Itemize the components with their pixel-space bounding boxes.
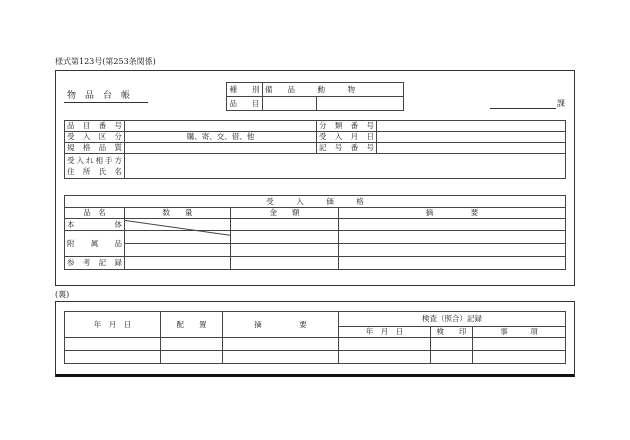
col-inspection-matter: 事 項 [473,327,566,338]
item-no-value [125,121,317,132]
classification-table [226,82,404,111]
placement-record-table [64,311,566,364]
receipt-price-heading: 受 入 価 格 [65,196,566,208]
receipt-type-label: 受入区分 [65,132,125,143]
section-underline [490,108,556,109]
receipt-price-table [64,195,566,270]
back-label: (裏) [55,290,70,299]
col-remarks: 摘 要 [339,208,566,219]
item-no-label: 品目番号 [65,121,125,132]
col-placement: 配 置 [161,312,223,338]
col-date: 年 月 日 [65,312,161,338]
spec-label: 規格品質 [65,143,125,154]
col-back-remarks: 摘 要 [223,312,339,338]
kind-value: 備 品 動 物 [263,83,404,97]
ledger-title: 物 品 台 帳 [67,91,131,101]
kind-label: 種 別 [227,83,263,97]
section-suffix: 課 [557,99,565,108]
category-no-label: 分類番号 [317,121,377,132]
category-no-value [377,121,566,132]
form-number: 様式第123号(第253条関係) [55,57,156,66]
receipt-date-value [377,132,566,143]
spec-value [125,143,317,154]
item-label: 品 目 [227,97,263,111]
title-underline [64,102,148,103]
symbol-no-value [377,143,566,154]
item-info-table [64,120,566,179]
col-inspection-date: 年 月 日 [339,327,431,338]
inspection-heading: 検査（照合）記録 [339,312,566,327]
receipt-date-label: 受入月日 [317,132,377,143]
symbol-no-label: 記号番号 [317,143,377,154]
receipt-type-value: 購、寄、交、借、他 [125,132,317,143]
col-item-name: 品 名 [65,208,125,219]
col-inspection-seal: 検 印 [431,327,473,338]
row-reference: 参 考 記 録 [65,257,125,270]
supplier-value [125,154,566,179]
col-quantity: 数 量 [125,208,231,219]
supplier-label: 受入れ相手方 住所氏名 [65,154,125,179]
col-amount: 金 額 [231,208,339,219]
row-accessories: 附 属 品 [65,231,125,257]
row-main-body: 本 体 [65,219,125,231]
